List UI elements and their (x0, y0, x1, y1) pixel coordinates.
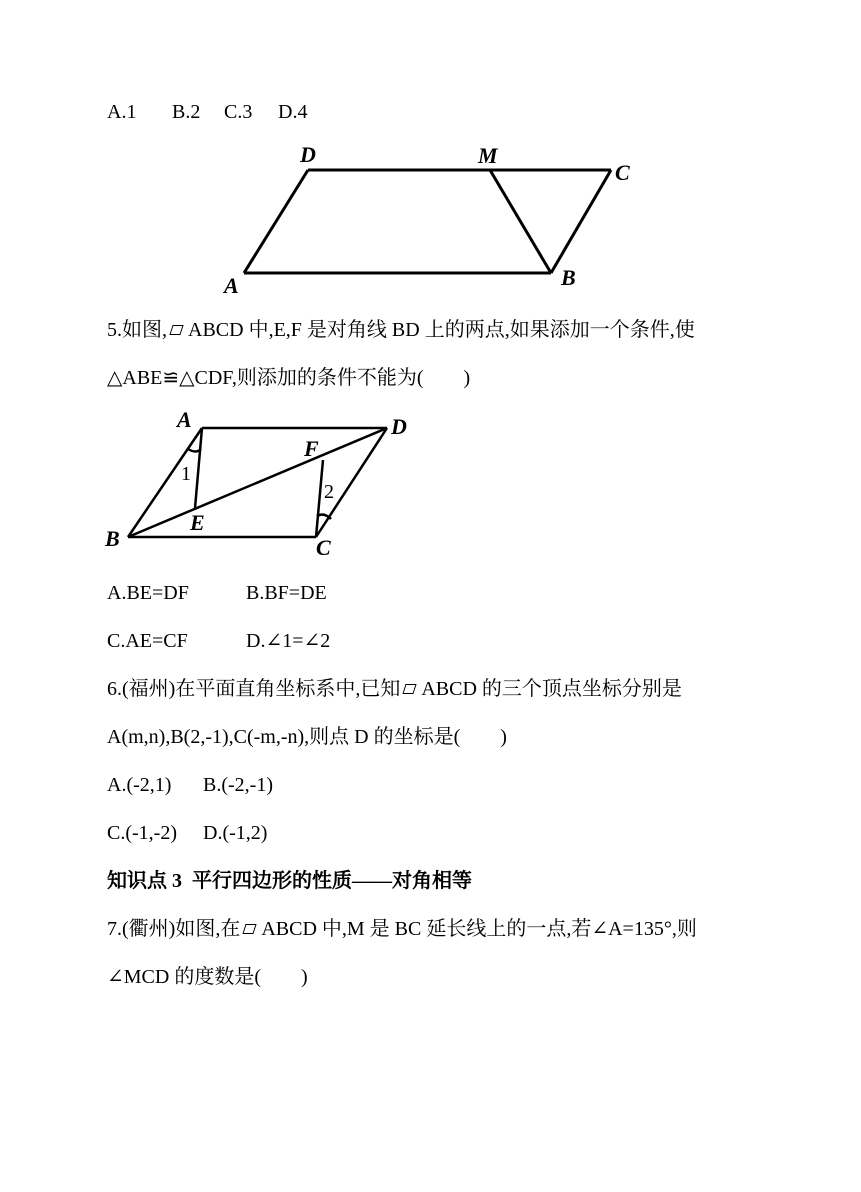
q6-option-d: D.(-1,2) (203, 822, 268, 844)
fig2-label-f: F (304, 436, 319, 461)
fig2-label-c: C (316, 535, 331, 560)
fig1-label-b: B (561, 265, 576, 290)
fig2-angle-arc-1 (188, 449, 201, 452)
fig2-diagonal-bd (128, 428, 387, 537)
q5-option-b: B.BF=DE (246, 582, 327, 604)
fig1-label-c: C (615, 160, 630, 185)
fig2-label-e: E (190, 510, 205, 535)
fig1-label-d: D (300, 142, 316, 167)
q5-option-a: A.BE=DF (107, 582, 189, 604)
q5-stem-line2: △ABE≌△CDF,则添加的条件不能为( ) (107, 367, 471, 389)
parallelogram-symbol-icon (403, 684, 417, 694)
q4-option-c: C.3 (224, 101, 253, 123)
fig2-segment-cf (316, 460, 323, 537)
fig2-label-b: B (105, 526, 120, 551)
parallelogram-symbol-icon (169, 325, 183, 335)
q4-option-a: A.1 (107, 101, 137, 123)
parallelogram-symbol-icon (243, 924, 257, 934)
q4-option-b: B.2 (172, 101, 201, 123)
fig1-segment-mb (490, 170, 551, 273)
fig2-label-a: A (177, 407, 192, 432)
q7-stem-line2: ∠MCD 的度数是( ) (107, 966, 308, 988)
q6-option-c: C.(-1,-2) (107, 822, 177, 844)
fig2-angle-label-2: 2 (324, 481, 334, 503)
q6-option-a: A.(-2,1) (107, 774, 172, 796)
fig2-label-d: D (391, 414, 407, 439)
q5-option-c: C.AE=CF (107, 630, 188, 652)
fig1-side-ad (244, 170, 308, 273)
q6-stem-line2: A(m,n),B(2,-1),C(-m,-n),则点 D 的坐标是( ) (107, 726, 507, 748)
q6-option-b: B.(-2,-1) (203, 774, 273, 796)
fig2-segment-ae (195, 428, 202, 508)
q4-option-d: D.4 (278, 101, 308, 123)
fig1-side-cb (551, 170, 611, 273)
section-heading: 知识点 3 平行四边形的性质——对角相等 (107, 870, 472, 892)
q7-stem-line1: 7.(衢州)如图,在 ABCD 中,M 是 BC 延长线上的一点,若∠A=135°,则 (107, 918, 697, 940)
fig2-angle-label-1: 1 (181, 463, 191, 485)
fig1-label-m: M (478, 143, 498, 168)
q5-stem-line1: 5.如图, ABCD 中,E,F 是对角线 BD 上的两点,如果添加一个条件,使 (107, 319, 695, 341)
q5-option-d: D.∠1=∠2 (246, 630, 331, 652)
fig1-label-a: A (224, 273, 239, 298)
q6-stem-line1: 6.(福州)在平面直角坐标系中,已知 ABCD 的三个顶点坐标分别是 (107, 678, 682, 700)
